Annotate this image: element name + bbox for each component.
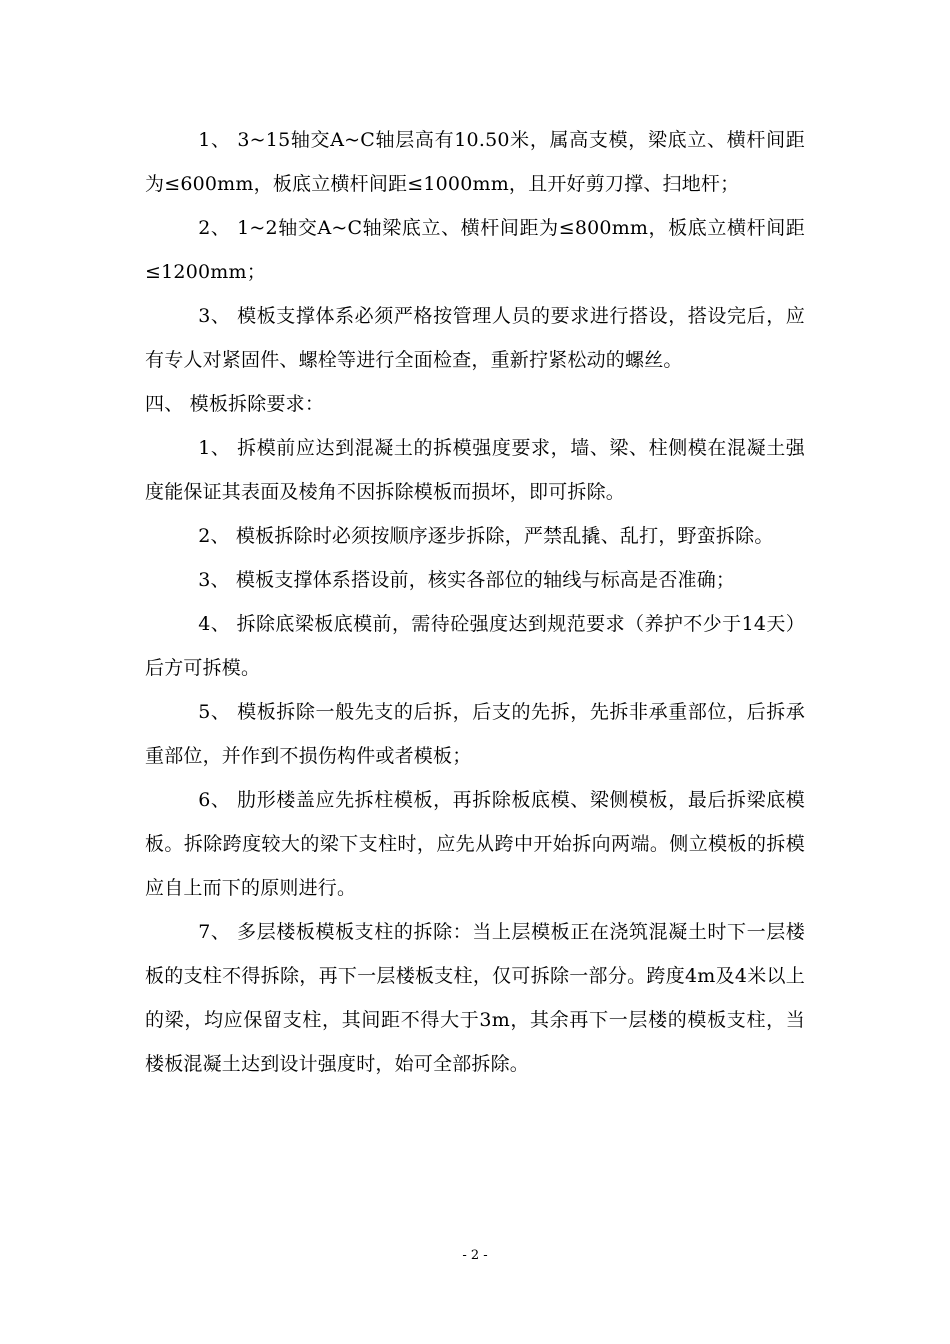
paragraph-10: 7、 多层楼板模板支柱的拆除：当上层模板正在浇筑混凝土时下一层楼板的支柱不得拆除，再下一层楼板支柱，仅可拆除一部分。跨度4m及4米以上的梁，均应保留支柱，其间距不得大于3m，其余再下一层楼的模板支柱，当楼板混凝土达到设计强度时，始可全部拆除。 <box>145 921 805 1075</box>
paragraph-8: 5、 模板拆除一般先支的后拆，后支的先拆，先拆非承重部位，后拆承重部位，并作到不损伤构件或者模板； <box>145 701 805 767</box>
paragraph-5: 2、 模板拆除时必须按顺序逐步拆除，严禁乱撬、乱打，野蛮拆除。 <box>198 525 774 547</box>
document-body <box>145 118 805 1086</box>
page-number: - 2 - <box>462 1248 488 1263</box>
paragraph-6: 3、 模板支撑体系搭设前，核实各部位的轴线与标高是否准确； <box>198 569 736 591</box>
paragraph-4: 1、 拆模前应达到混凝土的拆模强度要求，墙、梁、柱侧模在混凝土强度能保证其表面及棱角不因拆除模板而损坏，即可拆除。 <box>145 437 805 503</box>
paragraph-1: 1、 3~15轴交A~C轴层高有10.50米，属高支模，梁底立、横杆间距为≤600mm，板底立横杆间距≤1000mm，且开好剪刀撑、扫地杆； <box>145 129 805 195</box>
paragraph-7: 4、 拆除底梁板底模前，需待砼强度达到规范要求（养护不少于14天）后方可拆模。 <box>145 613 805 679</box>
section-heading: 四、 模板拆除要求： <box>145 393 325 415</box>
paragraph-3: 3、 模板支撑体系必须严格按管理人员的要求进行搭设，搭设完后，应有专人对紧固件、螺栓等进行全面检查，重新拧紧松动的螺丝。 <box>145 305 805 371</box>
paragraph-2: 2、 1~2轴交A~C轴梁底立、横杆间距为≤800mm，板底立横杆间距≤1200mm； <box>145 217 805 283</box>
paragraph-9: 6、 肋形楼盖应先拆柱模板，再拆除板底模、梁侧模板，最后拆梁底模板。拆除跨度较大的梁下支柱时，应先从跨中开始拆向两端。侧立模板的拆模应自上而下的原则进行。 <box>145 789 805 899</box>
